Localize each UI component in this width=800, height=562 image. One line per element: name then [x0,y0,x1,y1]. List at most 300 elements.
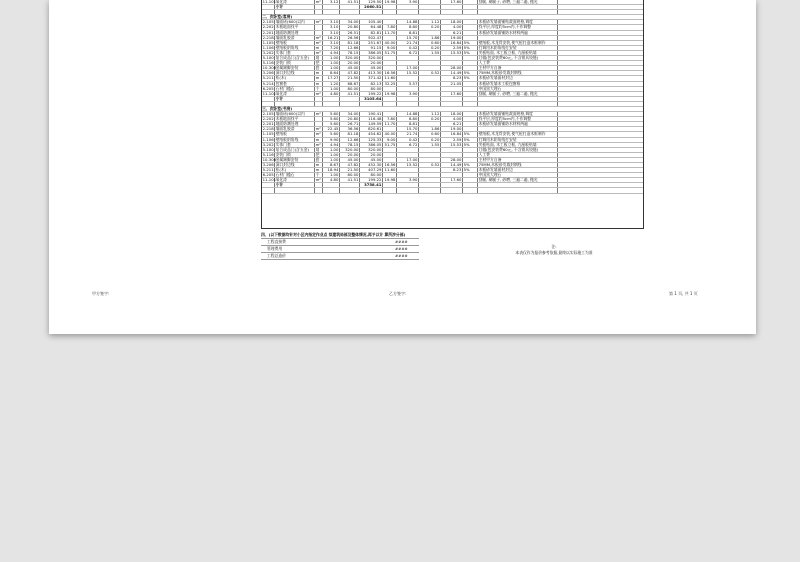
summary-heading-text: 四、(以下数据均针对小区内指定作业点 拟建筑局部及整体情况,再予以计 算所涉分部) [261,232,406,237]
cell-code: 3-202 [262,49,274,55]
cell-c10: 16.84 [441,132,463,137]
cell-name: 石材门槛石 [275,86,315,91]
cell-code: 3-202 [262,141,274,147]
cell-c10: 18.00 [441,112,463,117]
cell-c7: 11.60 [383,168,397,173]
cell-c8: 5.57 [397,81,419,86]
cell-c11: 5% [463,76,478,81]
cell-code: 6-205 [262,172,274,178]
cell-c8: 8.81 [397,30,419,35]
cell-amount: 386.05 [360,50,383,55]
cell-amount: 82.81 [360,30,383,35]
cell-c8: 21.74 [397,40,419,45]
cell-c10: 6.21 [441,30,463,35]
cell-qty: 1.00 [323,157,340,162]
cell-code: 5-214 [262,80,274,86]
cell-code: 1-106 [262,44,274,50]
cell-note: 主材甲方自备 [478,66,558,71]
cell-c7: 32.25 [383,81,397,86]
cell-c9: 1.12 [419,112,441,117]
cell-note: 刮腻, 刷腻子, 砂磨, 三遍二遍, 抛光 [478,178,558,183]
cell-qty: 4.80 [323,91,340,96]
cell-note: 夹板贴面, 木工板立框, 九厘板贴墙 [478,142,558,147]
cell-code: 5-116 [262,151,274,157]
cell-note: 壁纸板,木龙骨安装,使气枪打造木框制作 [478,132,558,137]
cell-c11: 5% [463,137,478,142]
cell-unit: 套 [315,157,323,162]
cell-amount: 149.59 [360,122,383,127]
cell-amount: 199.22 [360,91,383,96]
cell-amount: 45.00 [360,66,383,71]
cell-c7: 9.00 [383,45,397,50]
cell-note: 木板砂发墙面铺贴裁面规格,调度 [478,112,558,117]
cell-note: 刮腻, 刷腻子, 砂磨, 三遍二遍, 抛光 [478,91,558,96]
cell-name: 壁纸板 [275,132,315,137]
cell-note: 人工费 [478,61,558,66]
cell-qty: 1.00 [323,86,340,91]
cell-code: 5-211 [262,167,274,173]
cell-c11: 5% [463,45,478,50]
cell-unit: m² [315,0,321,4]
cell-c8: 14.88 [397,20,419,25]
cell-price: 20.00 [340,61,360,66]
cell-c9: 0.52 [419,163,441,168]
cell-unit: m² [315,131,321,137]
cell-note: 木板砂发墙面铺防水材料两遍 [478,122,558,127]
cell-c7: 51.75 [383,142,397,147]
cell-note: 中国黑大理石 [478,86,558,91]
cell-amount: 3758.41 [360,183,383,188]
cell-unit: m² [315,90,321,96]
cell-c8: 8.80 [397,25,419,30]
cell-price: 20.80 [340,117,360,122]
cell-unit: m [315,81,323,86]
cell-code: 11-101 [262,90,277,96]
cell-note: 订做(包安装费60元, 不含锁具铰链) [478,147,558,152]
cell-note: 木板砂发墙面铺贴裁面规格,调度 [478,20,558,25]
cell-amount: 407.29 [360,168,383,173]
summary-value: #### [395,246,408,251]
summary-row [261,239,419,246]
cell-c7: 51.75 [383,50,397,55]
cell-unit: 个 [315,86,323,91]
cell-c10: 2.59 [441,137,463,142]
cell-unit: m [315,71,323,76]
cell-c10: 17.60 [441,0,463,5]
cell-amount: 371.42 [360,76,383,81]
cell-code: 5-116 [262,60,274,66]
cell-c10: 19.00 [441,35,463,40]
cell-note: 订做(包安装费60元, 不含锁具铰链) [478,56,558,61]
cell-c10: 16.84 [441,40,463,45]
cell-c10: 17.60 [441,91,463,96]
cell-name: 墙面砖(600)以内 [275,112,315,117]
cell-code: 2-202 [262,24,274,30]
cell-note: 打调用木阴角线打安装 [478,45,558,50]
cell-c9: 1.86 [419,35,441,40]
cell-qty: 3.10 [323,30,340,35]
cell-c11: 5% [463,50,478,55]
cell-qty: 1.00 [323,61,340,66]
cell-c8: 0.42 [397,137,419,142]
cell-code: 3-206 [262,70,274,76]
cell-price: 20.80 [340,25,360,30]
cell-qty: 4.94 [323,142,340,147]
cell-qty: 18.94 [323,168,340,173]
cell-c7: 7.80 [383,117,397,122]
cell-c9: 0.60 [419,132,441,137]
cell-price: 12.66 [340,137,360,142]
cell-price: 26.56 [340,35,360,40]
cell-price: 320.00 [340,56,360,61]
cell-qty: 8.67 [323,163,340,168]
cell-name: 金属踢脚安装 [275,157,315,162]
cell-code: 5-211 [262,75,274,81]
cell-c10: 14.49 [441,71,463,76]
cell-amount: 820.61 [360,127,383,132]
cell-amount: 413.30 [360,71,383,76]
cell-code: 2-202 [262,116,274,122]
cell-c8: 15.70 [397,127,419,132]
page-number: 第 1 页, 共 1 页 [669,291,698,296]
cell-note: 壁纸板,木龙骨安装,使气枪打造木框制作 [478,40,558,45]
cell-qty: 1.00 [323,173,340,178]
cell-c9: 1.55 [419,142,441,147]
cell-price: 26.51 [340,30,360,35]
cell-code: 1-105 [262,39,274,45]
cell-price: 80.00 [340,86,360,91]
cell-amount: 454.62 [360,132,383,137]
cell-c11: 5% [463,71,478,76]
cell-price: 41.51 [340,91,360,96]
cell-unit: m² [315,111,321,117]
cell-name: 壁纸板 [275,40,315,45]
cell-price: 26.71 [340,122,360,127]
cell-qty: 3.10 [323,25,340,30]
remark-title: 注: [551,244,557,249]
cell-amount: 129.50 [360,0,383,5]
cell-c10: 21.05 [441,81,463,86]
cell-price: 20.00 [340,152,360,157]
cell-price: 78.15 [340,50,360,55]
cell-qty: 5.60 [323,112,340,117]
cell-name: 壁纸板阴角线 [275,137,315,142]
cell-c9: 0.60 [419,40,441,45]
cell-unit: m [315,168,323,173]
cell-unit: m² [315,39,321,45]
cell-c8: 15.52 [397,163,419,168]
cell-note: 木板砂发墙面材封边 [478,168,558,173]
cell-name: 安装门锁 [275,61,315,66]
cell-name: 石材门槛石 [275,173,315,178]
cell-c9: 0.20 [419,117,441,122]
cell-note: 找平层,厚度约5cm内,不作调整 [478,117,558,122]
cell-name: 小计 [275,183,315,188]
cell-name: 实体门套 [275,142,315,147]
estimate-sheet [261,0,643,229]
cell-code: 2-218 [262,34,274,40]
cell-price: 45.00 [340,66,360,71]
cell-price: 80.00 [340,173,360,178]
cell-name: 氧化漆 [275,178,315,183]
cell-c10: 8.23 [441,76,463,81]
cell-name: 墙面砖(600)以内 [275,20,315,25]
cell-c11: 5% [463,168,478,173]
cell-c10: 4.00 [441,25,463,30]
cell-amount: 251.67 [360,40,383,45]
cell-c11: 5% [463,40,478,45]
cell-unit: 套 [315,66,323,71]
cell-unit: m [315,45,323,50]
cell-price: 68.67 [340,81,360,86]
cell-name: 金属踢脚安装 [275,66,315,71]
cell-code: 11-101 [262,0,277,4]
cell-c7: 19.98 [383,178,397,183]
cell-name: 木板地面找平 [275,25,315,30]
cell-amount: 199.22 [360,178,383,183]
cell-unit: m² [315,19,321,25]
cell-qty: 17.27 [323,76,340,81]
cell-note: 人工费 [478,152,558,157]
cell-amount: 125.33 [360,137,383,142]
cell-c9: 0.20 [419,137,441,142]
cell-c8: 15.52 [397,71,419,76]
cell-c7: 19.98 [383,91,397,96]
cell-name: 墙面乳胶漆 [275,35,315,40]
cell-code: 10-306 [262,156,277,162]
cell-c10: 2.59 [441,45,463,50]
cell-c8: 14.88 [397,112,419,117]
cell-unit: m² [315,49,321,55]
cell-c11: 5% [463,132,478,137]
cell-qty: 1.00 [323,66,340,71]
cell-c10: 17.60 [441,178,463,183]
document-page [49,0,756,334]
cell-c9: 1.86 [419,127,441,132]
cell-qty: 4.80 [323,178,340,183]
cell-note: 木板砂发墙面铺防水材料两遍 [478,30,558,35]
cell-code: 1-105 [262,131,274,137]
estimate-table [261,0,644,194]
cell-name: 复合成品门(含五金) [275,56,315,61]
cell-c8: 6.72 [397,142,419,147]
cell-price: 81.18 [340,40,360,45]
cell-qty: 5.60 [323,122,340,127]
cell-name: 墙面乳胶漆 [275,127,315,132]
cell-unit: 扇 [315,147,323,152]
cell-c8: 21.74 [397,132,419,137]
cell-qty: 16.21 [323,35,340,40]
cell-price: 47.82 [340,71,360,76]
cell-name: 小计 [275,96,315,101]
cell-price: 21.50 [340,76,360,81]
cell-name: 木板地面找平 [275,117,315,122]
cell-amount: 3105.64 [360,96,383,101]
cell-name: 复合成品门(含五金) [275,147,315,152]
cell-amount: 45.00 [360,157,383,162]
cell-note: 中国黑大理石 [478,173,558,178]
cost-summary [261,232,419,260]
cell-price: 41.51 [340,178,360,183]
cell-unit: m [315,137,323,142]
cell-qty: 1.20 [323,81,340,86]
cell-name: 地面防潮处理 [275,30,315,35]
cell-c8: 3.90 [397,178,419,183]
cell-unit: m² [315,141,321,147]
cell-unit: m [315,76,323,81]
cell-c9: 0.20 [419,25,441,30]
cell-name: 氧化漆 [275,0,315,5]
cell-amount: 105.40 [360,20,383,25]
cell-qty: 1.00 [323,56,340,61]
cell-c10: 28.00 [441,157,463,162]
cell-amount: 91.15 [360,45,383,50]
cell-c7: 40.00 [383,132,397,137]
cell-name: 实体门套 [275,50,315,55]
cell-amount: 386.05 [360,142,383,147]
summary-label: 工程总造价 [267,253,286,258]
cell-qty: 22.45 [323,127,340,132]
cell-price: 41.51 [340,0,360,5]
cell-price: 78.15 [340,142,360,147]
cell-amount: 80.00 [360,173,383,178]
cell-name: 氧化漆 [275,91,315,96]
summary-row [261,253,419,260]
cell-code: 10-306 [262,65,277,71]
cell-qty: 5.60 [323,117,340,122]
cell-note: 木板砂发墙木工板包窗框 [478,81,558,86]
summary-value: #### [395,253,408,258]
cell-note: 75MM,木板砂发墙封钢线 [478,163,558,168]
cell-amount: 452.30 [360,163,383,168]
cell-qty: 5.60 [323,132,340,137]
cell-unit: m² [315,34,321,40]
cell-name: 柜(木) [275,168,315,173]
cell-amount: 190.41 [360,112,383,117]
remark-text: 本表仅作为报价参考依据,最终以实际施工为准 [515,250,593,255]
cell-c7: 40.00 [383,40,397,45]
cell-amount: 2060.51 [360,5,383,10]
cell-code: 1-106 [262,136,274,142]
cell-c10: 19.00 [441,127,463,132]
cell-c7: 9.00 [383,137,397,142]
cell-name: 洞口封边线 [275,163,315,168]
blank-row [262,188,644,193]
cell-amount: 20.00 [360,61,383,66]
cell-c7: 11.60 [383,76,397,81]
cell-qty: 7.20 [323,45,340,50]
cell-c10: 15.53 [441,50,463,55]
cell-c8: 0.42 [397,45,419,50]
cell-note: 找平层,厚度约5cm内,不作调整 [478,25,558,30]
cell-c7: 11.70 [383,122,397,127]
cell-name: 壁纸板阴角线 [275,45,315,50]
summary-value: #### [395,239,408,244]
remark-note [494,244,614,256]
cell-price: 47.82 [340,163,360,168]
cell-price: 320.00 [340,147,360,152]
cell-name: 包窗套 [275,81,315,86]
cell-c10: 18.00 [441,20,463,25]
section-title: 三、次卧室(书房) [262,106,644,111]
cell-c8: 17.00 [397,66,419,71]
cell-code: 2-201 [262,121,274,127]
cell-note: 75MM,木板砂发墙封钢线 [478,71,558,76]
cell-amount: 320.00 [360,147,383,152]
cell-unit: 个 [315,173,323,178]
cell-code: 2-105 [262,111,274,117]
cell-code: 3-206 [262,162,274,167]
cell-price: 12.66 [340,45,360,50]
cell-c9: 0.20 [419,45,441,50]
cell-c10: 6.21 [441,122,463,127]
cell-c10: 4.00 [441,117,463,122]
cell-c9: 1.55 [419,50,441,55]
cell-code: 11-101 [262,177,277,183]
cell-amount: 502.47 [360,35,383,40]
cell-name: 小计 [275,5,315,10]
cell-qty: 3.12 [323,0,340,5]
cell-qty: 8.64 [323,71,340,76]
cell-price: 36.56 [340,127,360,132]
cell-c8: 15.70 [397,35,419,40]
cell-c7: 16.56 [383,71,397,76]
cell-qty: 3.10 [323,40,340,45]
cell-c9: 0.52 [419,71,441,76]
cell-amount: 64.48 [360,25,383,30]
cell-c7: 19.98 [383,0,397,5]
cell-qty: 1.00 [323,147,340,152]
cell-c7: 7.80 [383,25,397,30]
cell-unit: 把 [315,61,323,66]
cell-c8: 3.90 [397,0,419,5]
cell-note: 木板砂发墙面材封边 [478,76,558,81]
cell-name: 安装门锁 [275,152,315,157]
cell-note: 主材甲方自备 [478,157,558,162]
cell-code: 6-205 [262,85,274,91]
cell-note: 刮腻, 刷腻子, 砂磨, 三遍二遍, 抛光 [478,0,558,5]
cell-c10: 14.49 [441,163,463,168]
cell-amount: 116.48 [360,117,383,122]
cell-code: 2-105 [262,19,274,25]
summary-label: 工程直接费 [267,239,286,244]
cell-c7: 16.56 [383,163,397,168]
cell-code: 2-218 [262,126,274,132]
cell-amount: 20.00 [360,152,383,157]
party-a-signature: 甲方签字: [92,291,110,296]
cell-code: 2-201 [262,29,274,35]
cell-c10: 28.00 [441,66,463,71]
cell-c8: 6.72 [397,50,419,55]
summary-row [261,246,419,253]
cell-code: 5-100 [262,146,274,152]
cell-unit: 扇 [315,56,323,61]
cell-unit: m [315,163,323,168]
cell-c11: 5% [463,163,478,168]
summary-heading [261,232,419,239]
cell-c9: 1.12 [419,20,441,25]
cell-c8: 8.81 [397,122,419,127]
cell-c11: 5% [463,142,478,147]
cell-note: 打调用木阴角线打安装 [478,137,558,142]
cell-name: 洞口封边线 [275,71,315,76]
cell-qty: 9.90 [323,137,340,142]
cell-price: 34.00 [340,20,360,25]
cell-note: 夹板贴面, 木工板立框, 九厘板贴墙 [478,50,558,55]
cell-unit: m² [315,126,321,132]
cell-code: 5-100 [262,55,274,61]
cell-unit: m² [315,177,321,183]
